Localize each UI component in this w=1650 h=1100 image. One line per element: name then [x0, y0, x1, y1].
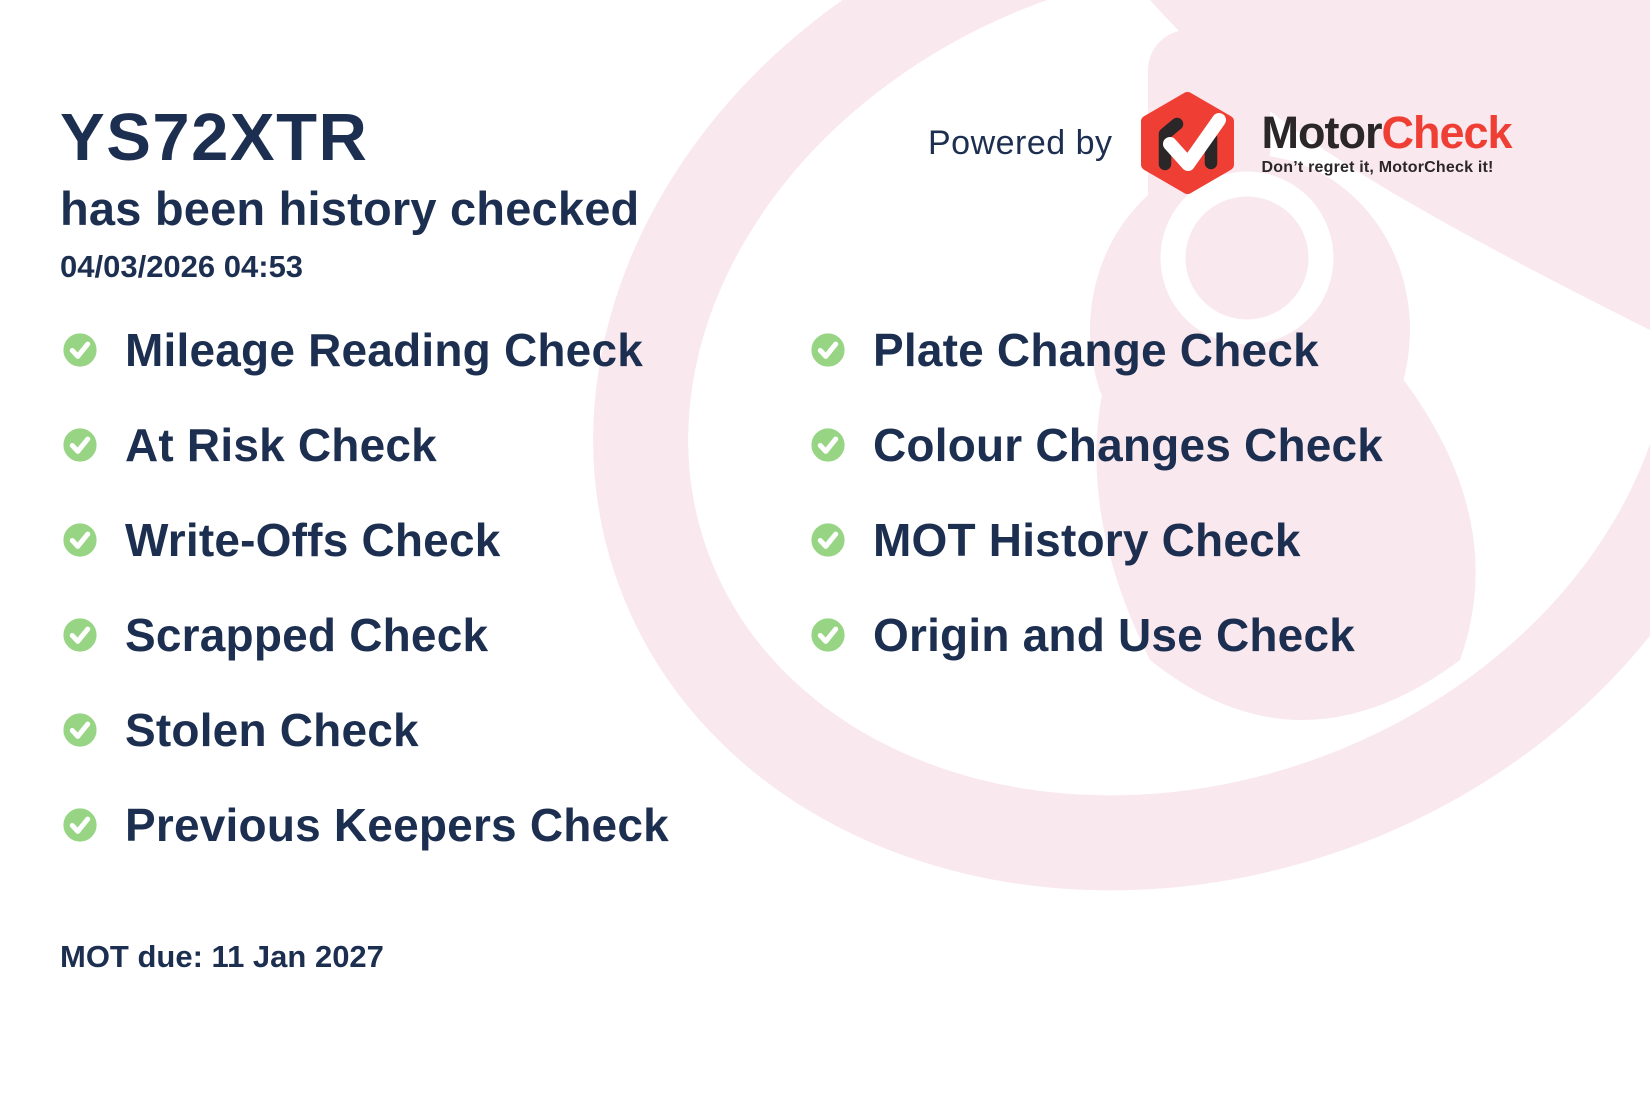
check-circle-icon — [60, 425, 100, 465]
check-item-label: Stolen Check — [125, 703, 419, 756]
check-list-item — [808, 492, 1383, 587]
check-list-right — [808, 302, 1383, 682]
check-item-label: Mileage Reading Check — [125, 323, 644, 376]
check-list-item — [60, 682, 669, 777]
check-list-item — [808, 587, 1383, 682]
check-circle-icon — [60, 520, 100, 560]
brand-text — [1261, 106, 1512, 177]
check-item-label: Scrapped Check — [125, 608, 489, 661]
page-subtitle: has been history checked — [60, 182, 640, 235]
check-list-item — [808, 302, 1383, 397]
check-circle-icon — [808, 425, 848, 465]
check-item-label: Write-Offs Check — [125, 513, 501, 566]
check-circle-icon — [808, 520, 848, 560]
brand-name-check: Check — [1381, 106, 1512, 158]
check-list-item — [60, 587, 669, 682]
check-item-label: At Risk Check — [125, 418, 437, 471]
check-list-left — [60, 302, 669, 872]
check-list-item — [60, 777, 669, 872]
registration-plate: YS72XTR — [60, 100, 369, 175]
check-item-label: Plate Change Check — [873, 323, 1319, 376]
title-block — [60, 100, 640, 284]
brand-block — [928, 88, 1512, 198]
check-item-label: Colour Changes Check — [873, 418, 1384, 471]
check-circle-icon — [808, 615, 848, 655]
check-list-item — [60, 492, 669, 587]
check-list-item — [60, 397, 669, 492]
check-item-label: Origin and Use Check — [873, 608, 1356, 661]
check-list-item — [60, 302, 669, 397]
check-circle-icon — [60, 615, 100, 655]
check-item-label: Previous Keepers Check — [125, 798, 669, 851]
brand-name-motor: Motor — [1261, 106, 1382, 158]
check-circle-icon — [60, 330, 100, 370]
check-circle-icon — [60, 710, 100, 750]
check-circle-icon — [808, 330, 848, 370]
check-list-item — [808, 397, 1383, 492]
check-timestamp: 04/03/2026 04:53 — [60, 249, 304, 284]
mot-due-label: MOT due: 11 Jan 2027 — [60, 939, 384, 974]
check-circle-icon — [60, 805, 100, 845]
brand-tagline: Don’t regret it, MotorCheck it! — [1261, 158, 1494, 176]
powered-by-label: Powered by — [928, 123, 1113, 162]
brand-name — [1261, 106, 1512, 158]
check-item-label: MOT History Check — [873, 513, 1301, 566]
motorcheck-hexagon-check-icon — [1139, 92, 1236, 194]
